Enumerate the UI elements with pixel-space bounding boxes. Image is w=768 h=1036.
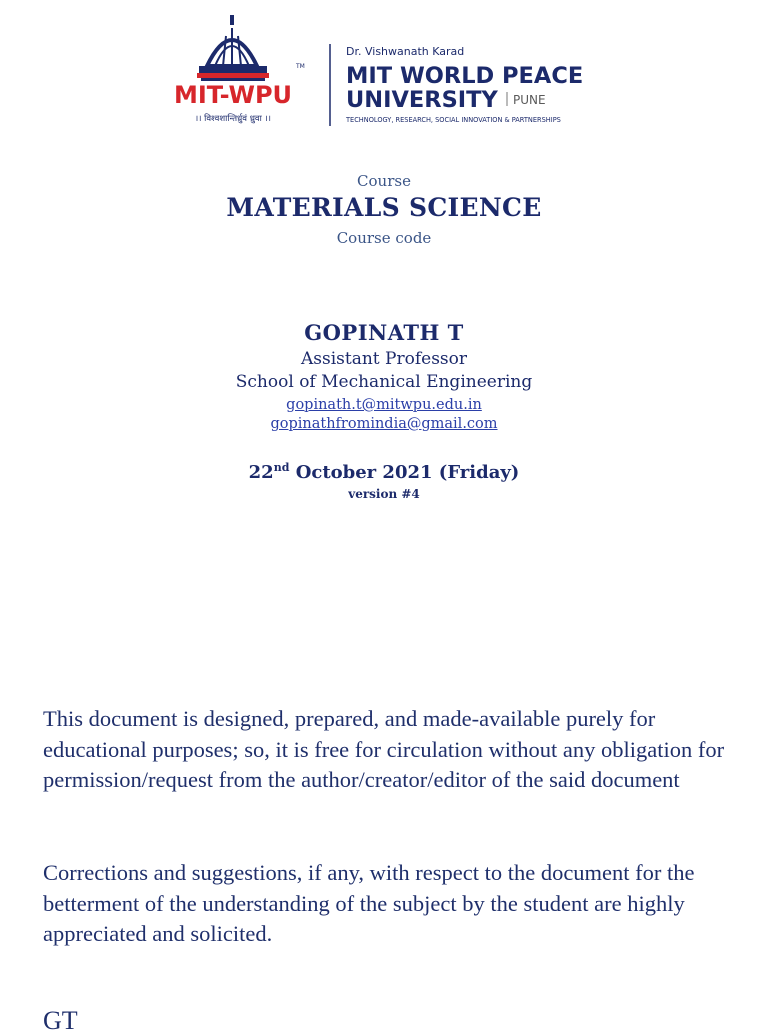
email-link-personal[interactable]: gopinathfromindia@gmail.com bbox=[270, 416, 498, 432]
course-title: MATERIALS SCIENCE bbox=[226, 193, 542, 222]
dome-icon bbox=[197, 15, 269, 81]
document-date bbox=[0, 462, 768, 483]
disclaimer-paragraph: This document is designed, prepared, and made-available purely for educational purposes; so, it is free for circulation without any obligation for permission/request from the author/creator/editor of the said document bbox=[43, 706, 725, 792]
author-school: School of Mechanical Engineering bbox=[235, 372, 533, 392]
author-role: Assistant Professor bbox=[301, 349, 467, 369]
date-day: 22 bbox=[248, 462, 274, 483]
university-name-line2: UNIVERSITY bbox=[346, 87, 498, 113]
email-link-university[interactable]: gopinath.t@mitwpu.edu.in bbox=[286, 397, 482, 413]
feedback-paragraph: Corrections and suggestions, if any, with respect to the document for the betterment of the understanding of the subject by the student are highly appreciated and solicited. bbox=[43, 860, 695, 946]
city-name: PUNE bbox=[513, 93, 546, 107]
course-label: Course bbox=[357, 172, 411, 190]
brand-short: MIT-WPU bbox=[173, 81, 293, 109]
university-logo bbox=[173, 10, 591, 138]
author-initials: GT bbox=[43, 1006, 78, 1035]
university-name-line1: MIT WORLD PEACE bbox=[346, 63, 584, 89]
course-code-label: Course code bbox=[336, 229, 432, 247]
date-ordinal-suffix: nd bbox=[273, 461, 290, 474]
motto: ।। विश्वशान्तिर्ध्रुवं ध्रुवा ।। bbox=[194, 114, 272, 124]
date-rest: October 2021 (Friday) bbox=[289, 462, 520, 483]
founder-name: Dr. Vishwanath Karad bbox=[346, 45, 465, 58]
author-name: GOPINATH T bbox=[304, 320, 464, 345]
email-row-2 bbox=[0, 413, 768, 432]
email-row-1 bbox=[0, 394, 768, 413]
university-tagline: TECHNOLOGY, RESEARCH, SOCIAL INNOVATION & PARTNERSHIPS bbox=[346, 116, 561, 124]
trademark-mark: TM bbox=[296, 63, 305, 70]
version-label: version #4 bbox=[348, 487, 420, 501]
